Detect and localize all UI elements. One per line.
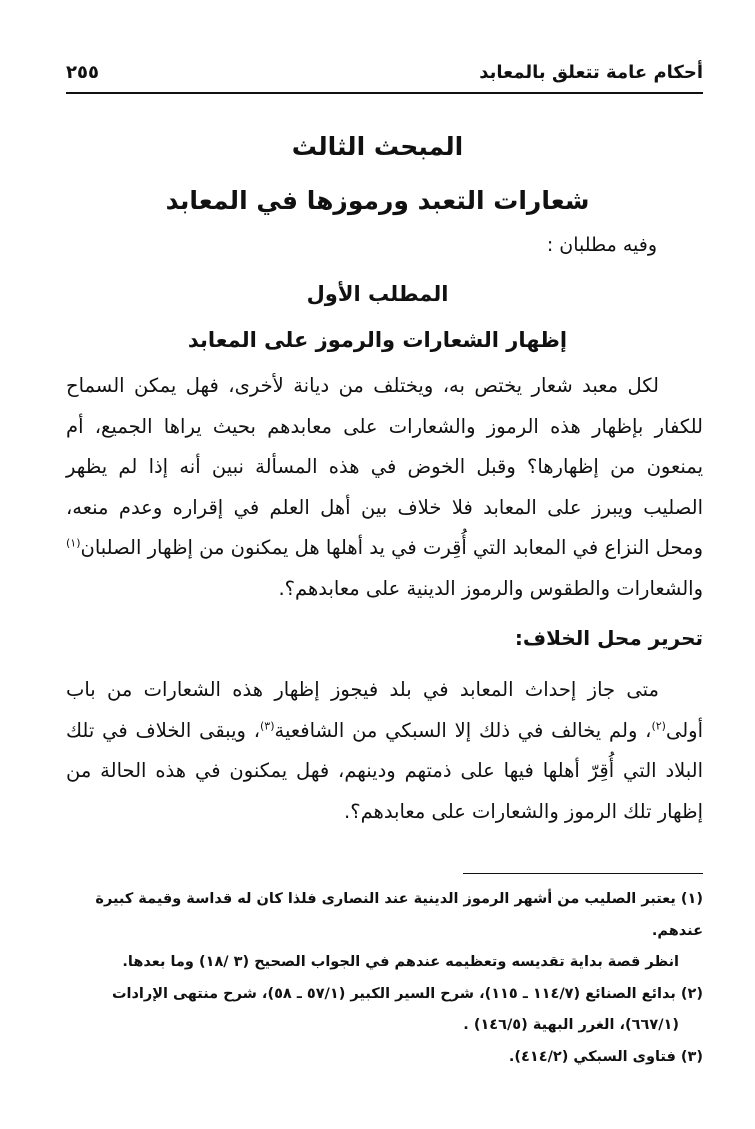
footnote-divider [463,873,703,874]
header-divider [66,92,703,94]
footnote-2-line-1: (٢) بدائع الصنائع (١١٤/٧ ـ ١١٥)، شرح السير الكبير (٥٧/١ ـ ٥٨)، شرح منتهى الإرادات [111,985,703,1002]
paragraph-2 [66,670,703,832]
footnotes [66,884,703,1073]
paragraph-1-text-a: لكل معبد شعار يختص به، ويختلف من ديانة لأخرى، فهل يمكن السماح للكفار بإظهار هذه الرموز والشعارات على معابدهم بحيث يراها الجميع، أم يمنعون من إظهارها؟ وقبل الخوض في هذه المسألة نبين أنه إذا لم يظهر الصليب ويبرز على المعابد فلا خلاف بين أهل العلم في إقراره وعدم منعه، ومحل النزاع في المعابد التي أُقِرت في يد أهلها هل يمكنون من إظهار الصلبان [66,374,703,559]
paragraph-2-text-a: متى جاز إحداث المعابد في بلد فيجوز إظهار هذه الشعارات من باب أولى [66,678,703,742]
footnote-1-line-2: انظر قصة بداية تقديسه وتعظيمه عندهم في الجواب الصحيح (٣ /١٨) وما بعدها. [122,954,679,970]
section-subtitle: إظهار الشعارات والرموز على المعابد [187,328,568,352]
footnote-3-line-1: (٣) فتاوى السبكي (٤١٤/٢). [508,1048,703,1065]
paragraph-1-text-b: والشعارات والطقوس والرموز الدينية على معابدهم؟. [278,576,703,600]
footnote-2 [66,979,703,1042]
paragraph-2-text-c: ، ويبقى الخلاف في تلك البلاد التي أُقِرّ أهلها فيها على ذمتهم ودينهم، فهل يمكنون في هذه الحالة من إظهار تلك الرموز والشعارات على معابدهم؟. [66,718,703,823]
running-header [66,58,703,88]
chapter-title: المبحث الثالث [291,132,464,161]
running-title: أحكام عامة تتعلق بالمعابد [479,62,703,83]
footnote-ref-1[interactable]: (١) [66,536,81,550]
footnote-1-line-1: (١) يعتبر الصليب من أشهر الرموز الدينية عند النصارى فلذا كان له قداسة وقيمة كبيرة عندهم. [95,891,703,939]
footnote-2-line-2: (٦٦٧/١)، الغرر البهية (١٤٦/٥) . [463,1017,679,1033]
footnote-1 [66,884,703,979]
paragraph-2-text-b: ، ولم يخالف في ذلك إلا السبكي من الشافعية [274,718,652,742]
section-title: المطلب الأول [306,282,449,306]
footnote-3 [66,1042,703,1074]
page-number: ٢٥٥ [66,62,99,83]
paragraph-1 [66,366,703,609]
chapter-intro: وفيه مطلبان : [546,234,657,256]
subheading: تحرير محل الخلاف: [514,626,703,650]
footnote-ref-2[interactable]: (٢) [651,719,666,732]
chapter-subtitle: شعارات التعبد ورموزها في المعابد [165,186,590,215]
footnote-ref-3[interactable]: (٣) [260,719,275,732]
